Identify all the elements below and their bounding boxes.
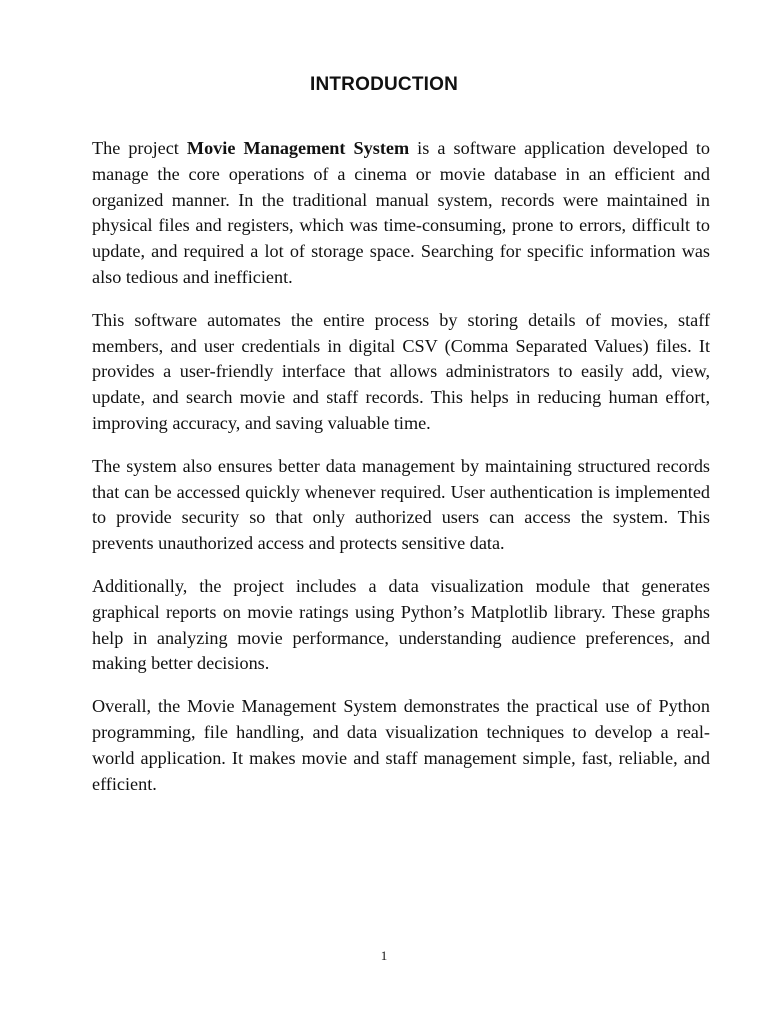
page-number: 1 [380, 948, 388, 963]
paragraph-1-rest: is a software application developed to manage the core operations of a cinema or movie database in an efficient and organized manner. In the traditional manual system, records were maintained in physical files and registers, which was time-consuming, prone to errors, difficult to update, and required a lot of storage space. Searching for specific information was also tedious and inefficient. [92, 138, 710, 287]
paragraph-5: Overall, the Movie Management System demonstrates the practical use of Python programming, file handling, and data visualization techniques to develop a real-world application. It makes movie and staff management simple, fast, reliable, and efficient. [92, 696, 710, 794]
paragraph-1-lead: The project [92, 138, 187, 158]
paragraph-1 [92, 136, 710, 291]
page-title: INTRODUCTION [309, 74, 459, 95]
paragraph-2: This software automates the entire process by storing details of movies, staff members, and user credentials in digital CSV (Comma Separated Values) files. It provides a user-friendly interface that allows administrators to easily add, view, update, and search movie and staff records. This helps in reducing human effort, improving accuracy, and saving valuable time. [92, 309, 710, 433]
project-name-bold: Movie Management System [186, 138, 410, 158]
document-body [92, 136, 710, 814]
paragraph-3: The system also ensures better data management by maintaining structured records that can be accessed quickly whenever required. User authentication is implemented to provide security so that only authorized users can access the system. This prevents unauthorized access and protects sensitive data. [92, 455, 710, 554]
paragraph-4: Additionally, the project includes a data visualization module that generates graphical reports on movie ratings using Python’s Matplotlib library. These graphs help in analyzing movie performance, understanding audience preferences, and making better decisions. [92, 575, 710, 674]
